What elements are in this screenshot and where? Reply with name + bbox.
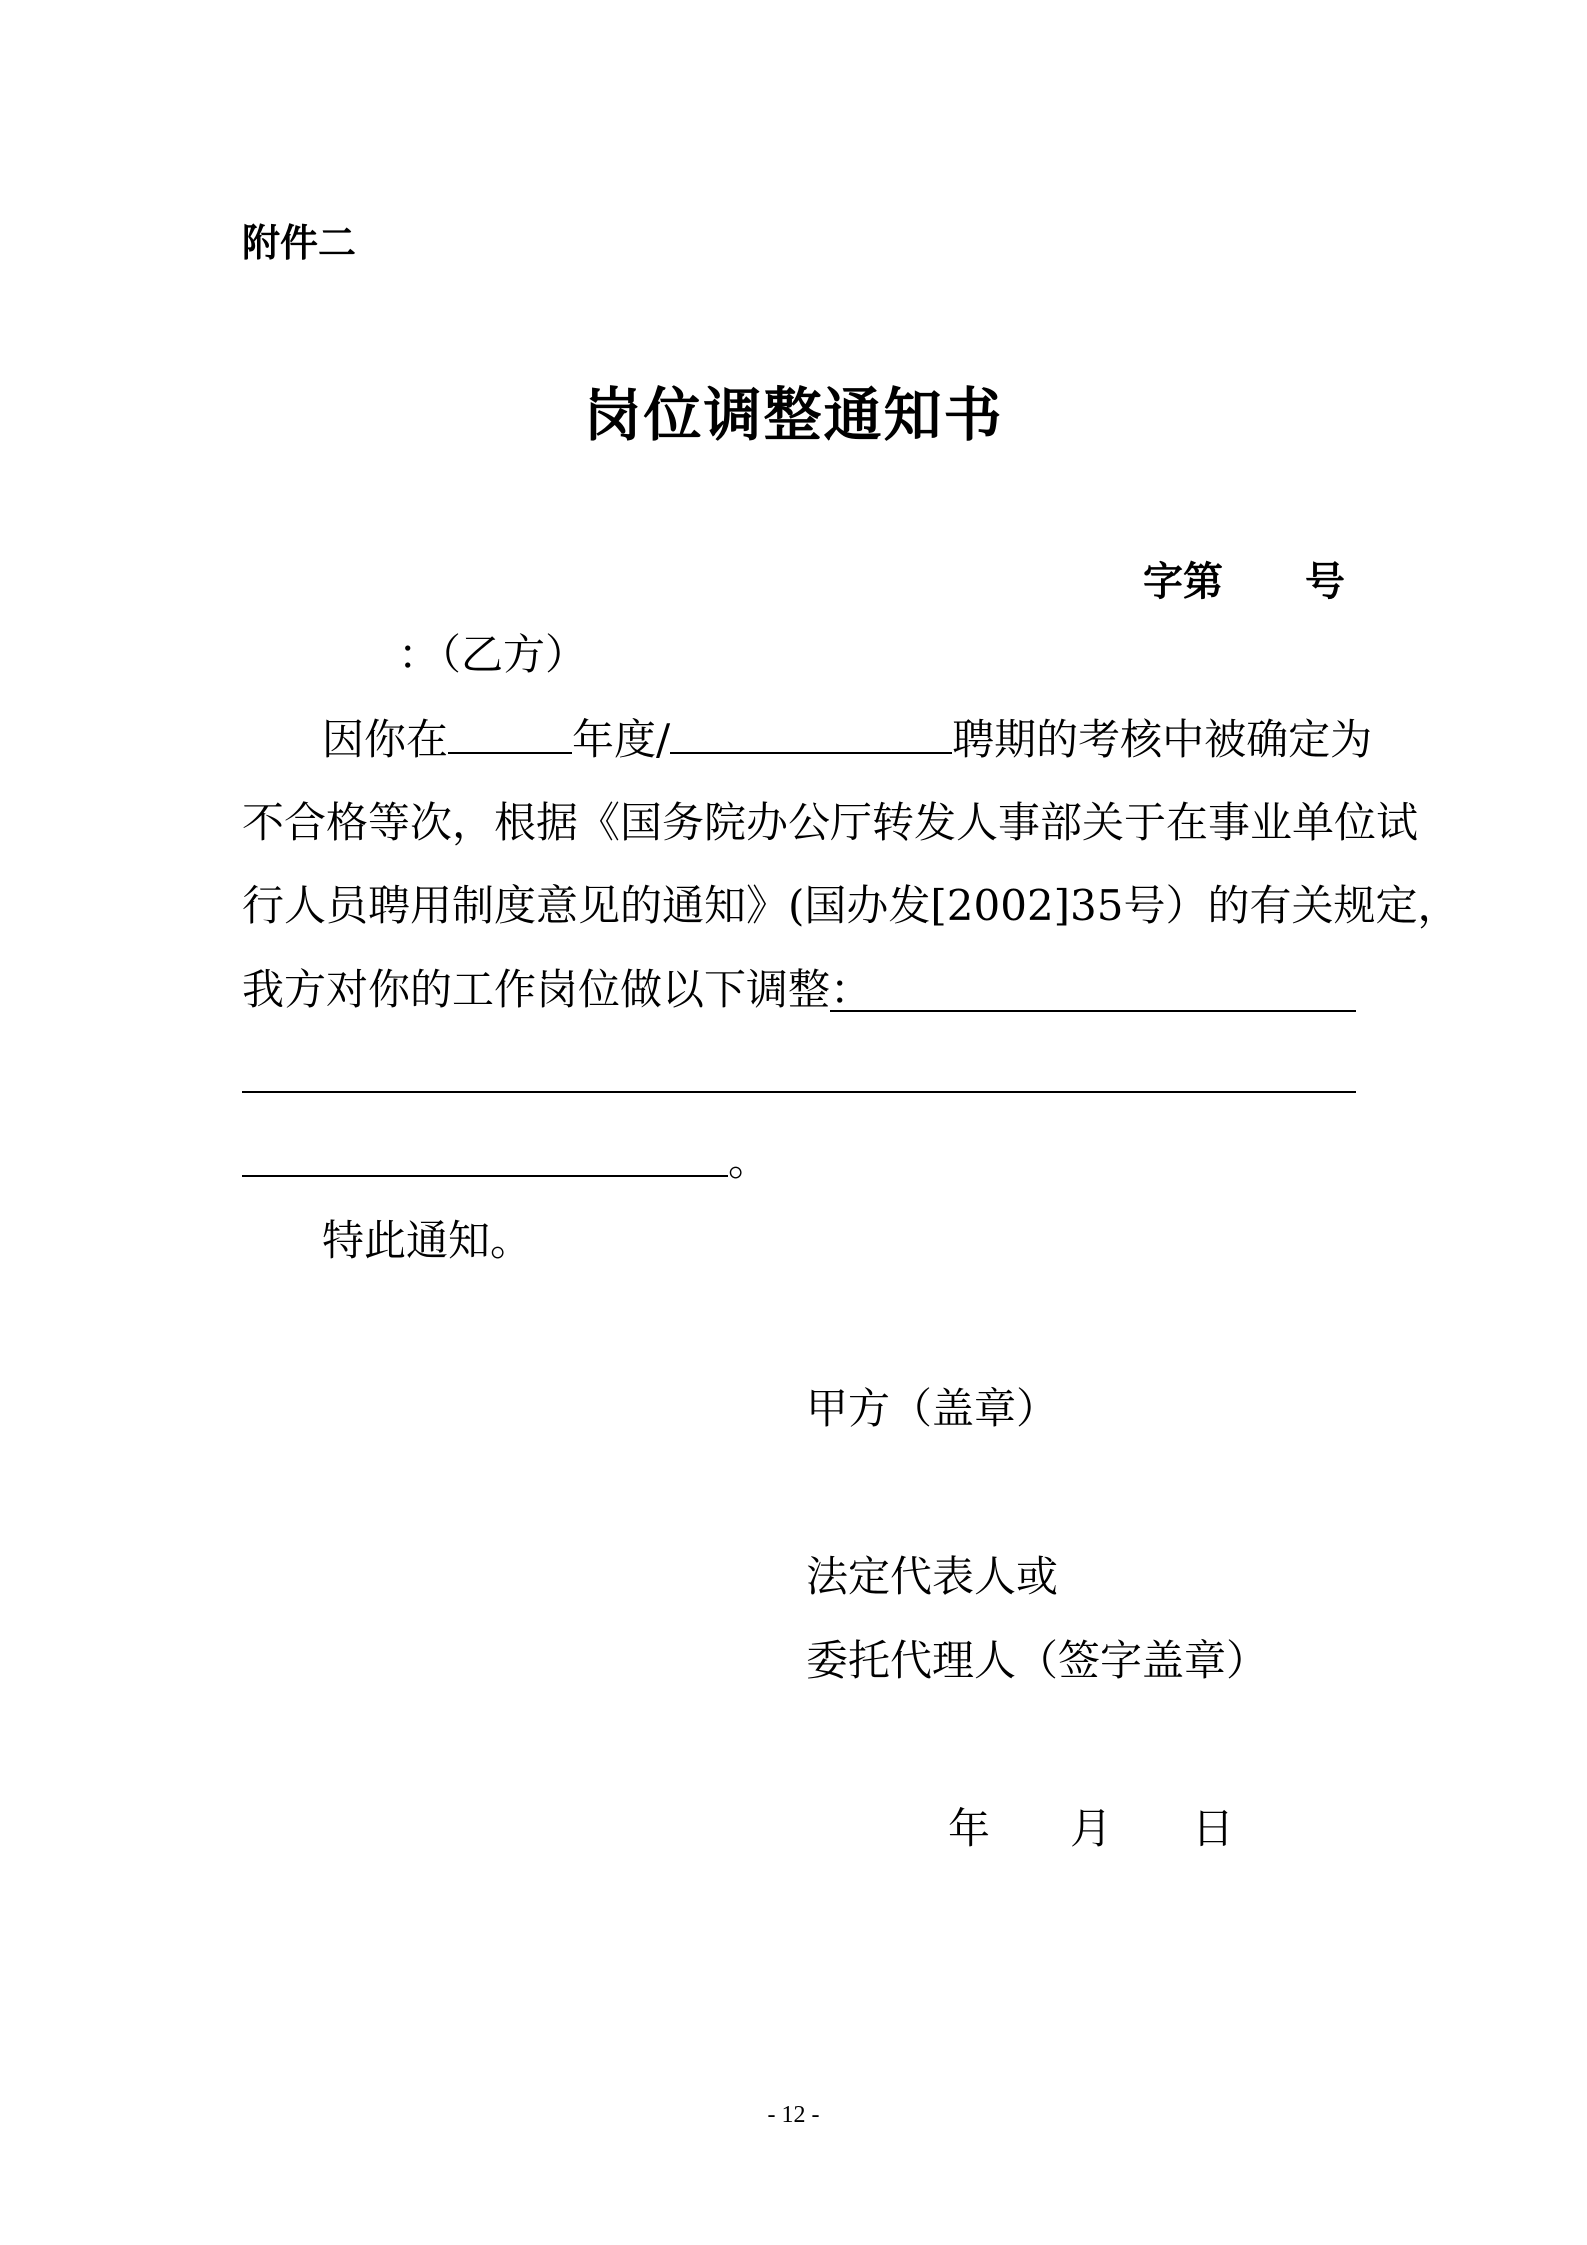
line1-text-b: 年度/ xyxy=(572,715,671,764)
paragraph-line-4: 我方对你的工作岗位做以下调整： xyxy=(242,965,873,1014)
ref-hao: 号 xyxy=(1305,559,1345,605)
paragraph-line-1 xyxy=(322,715,1373,764)
document-title: 岗位调整通知书 xyxy=(583,381,1004,449)
adjustment-blank-line-1 xyxy=(830,1010,1356,1012)
addressee-line: ：（乙方） xyxy=(398,630,588,679)
date-month: 月 xyxy=(1070,1804,1113,1853)
attachment-label: 附件二 xyxy=(242,221,357,265)
year-blank xyxy=(448,718,572,754)
date-day: 日 xyxy=(1192,1804,1235,1853)
legal-representative: 法定代表人或 xyxy=(806,1552,1059,1601)
line1-text-a: 因你在 xyxy=(322,715,449,764)
closing-text: 特此通知。 xyxy=(322,1216,533,1265)
term-blank xyxy=(670,718,952,754)
page-number: - 12 - xyxy=(767,2102,820,2128)
adjustment-blank-line-3 xyxy=(242,1175,728,1177)
ref-zi-di: 字第 xyxy=(1143,559,1223,605)
paragraph-line-3: 行人员聘用制度意见的通知》(国办发[2002]35号）的有关规定， xyxy=(242,881,1460,930)
authorized-agent: 委托代理人（签字盖章） xyxy=(806,1636,1269,1685)
adjustment-blank-line-2 xyxy=(242,1091,1356,1093)
line1-text-c: 聘期的考核中被确定为 xyxy=(952,715,1373,764)
date-year: 年 xyxy=(948,1804,991,1853)
line6-period: 。 xyxy=(728,1136,771,1185)
party-a-seal: 甲方（盖章） xyxy=(806,1384,1059,1433)
paragraph-line-2: 不合格等次，根据《国务院办公厅转发人事部关于在事业单位试 xyxy=(242,798,1419,847)
